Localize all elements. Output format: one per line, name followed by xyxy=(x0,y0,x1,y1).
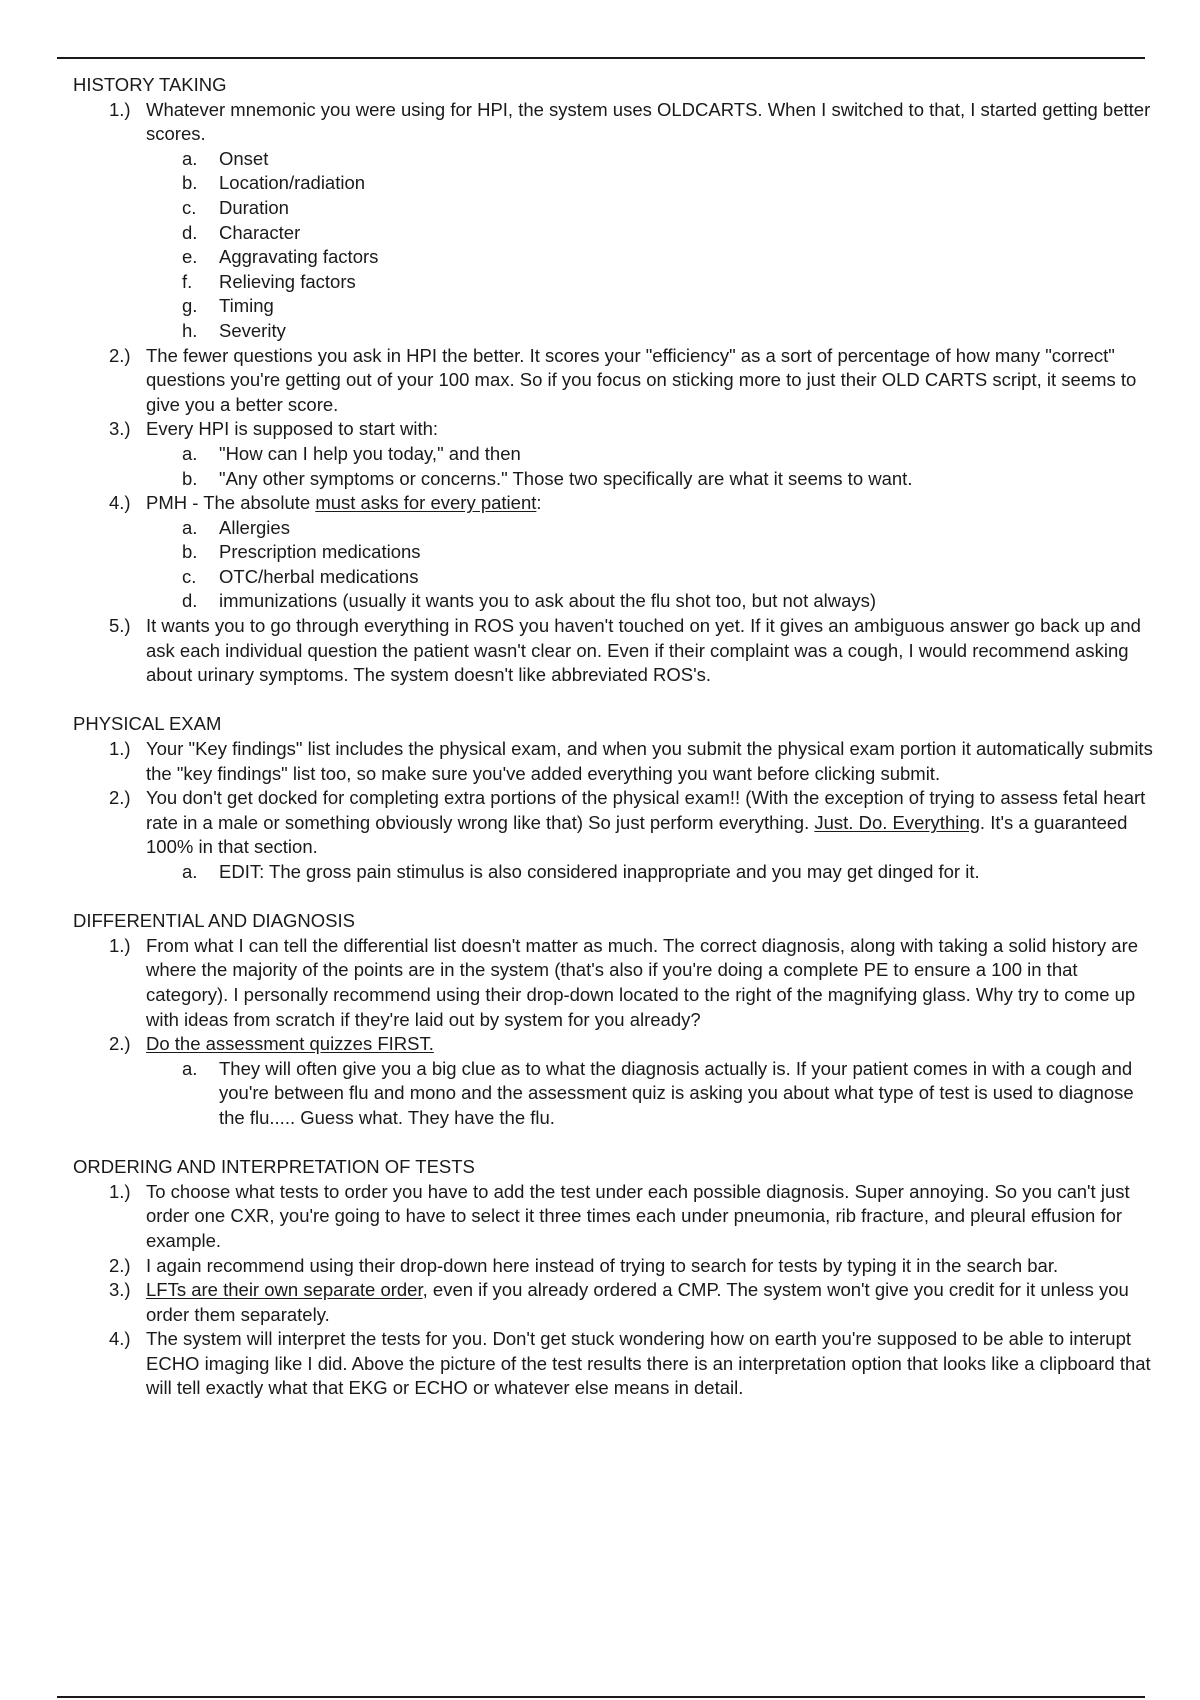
sub-letter: a. xyxy=(182,1057,198,1079)
section-ordering-tests xyxy=(73,1155,1163,1401)
sub-text: Timing xyxy=(219,295,274,317)
sub-text: Onset xyxy=(219,147,269,169)
list-item xyxy=(73,98,1163,147)
item-text: The fewer questions you ask in HPI the better. It scores your "efficiency" as a sort of percentage of how many "correct" questions you're getting out of your 100 max. So if you focus on sticking more to just their OLD CARTS script, it seems to give you a better score. xyxy=(146,344,1137,415)
sub-text: They will often give you a big clue as to what the diagnosis actually is. If your patient comes in with a cough and you're between flu and mono and the assessment quiz is asking you about what type of test is used to diagnose the flu..... Guess what. They have the flu. xyxy=(219,1057,1134,1128)
item-number: 5.) xyxy=(109,615,131,637)
section-heading: PHYSICAL EXAM xyxy=(73,713,222,735)
sub-letter: b. xyxy=(182,467,198,489)
list-item xyxy=(73,1180,1163,1254)
item-text: I again recommend using their drop-down here instead of trying to search for tests by typing it in the search bar. xyxy=(146,1254,1059,1276)
sub-item xyxy=(73,467,1163,492)
sub-item xyxy=(73,565,1163,590)
list-item xyxy=(73,934,1163,1032)
sub-text: OTC/herbal medications xyxy=(219,565,419,587)
sub-item xyxy=(73,589,1163,614)
sub-item xyxy=(73,221,1163,246)
item-number: 3.) xyxy=(109,1279,131,1301)
list-item xyxy=(73,491,1163,516)
item-text: The system will interpret the tests for you. Don't get stuck wondering how on earth you're supposed to be able to interupt ECHO imaging like I did. Above the picture of the test results there is an interpretation option that looks like a clipboard that will tell exactly what that EKG or ECHO or whatever else means in detail. xyxy=(146,1328,1151,1399)
sub-text: "Any other symptoms or concerns." Those two specifically are what it seems to want. xyxy=(219,467,913,489)
item-text-before: PMH - The absolute xyxy=(146,492,316,514)
sub-item xyxy=(73,319,1163,344)
item-text-before: You don't get docked for completing extra portions of the physical exam!! (With the exception of trying to assess fetal heart rate in a male or something obviously wrong like that) So just perform everything. xyxy=(146,787,1146,833)
list-item xyxy=(73,417,1163,442)
sub-text: Location/radiation xyxy=(219,172,366,194)
sub-item xyxy=(73,245,1163,270)
section-heading: ORDERING AND INTERPRETATION OF TESTS xyxy=(73,1156,475,1178)
underlined-text: LFTs are their own separate order xyxy=(146,1279,423,1301)
sub-letter: g. xyxy=(182,295,198,317)
item-number: 4.) xyxy=(109,1328,131,1350)
item-text: From what I can tell the differential list doesn't matter as much. The correct diagnosis, along with taking a solid history are where the majority of the points are in the system (that's also if you're doing a complete PE to ensure a 100 in that category). I personally recommend using their drop-down located to the right of the magnifying glass. Why try to come up with ideas from scratch if they're laid out by system for you already? xyxy=(146,934,1139,1030)
list-item xyxy=(73,1254,1163,1279)
sub-item xyxy=(73,270,1163,295)
sub-letter: d. xyxy=(182,590,198,612)
sub-item xyxy=(73,1057,1163,1131)
section-history-taking xyxy=(73,73,1163,688)
section-heading: HISTORY TAKING xyxy=(73,74,227,95)
sub-letter: a. xyxy=(182,442,198,464)
document-body xyxy=(73,73,1163,1426)
sub-letter: h. xyxy=(182,319,198,341)
item-number: 1.) xyxy=(109,738,131,760)
item-text-after: . It's a guaranteed 100% in that section. xyxy=(146,811,1128,858)
sub-text: Character xyxy=(219,221,301,243)
top-rule xyxy=(57,57,1145,59)
sub-letter: b. xyxy=(182,541,198,563)
item-number: 1.) xyxy=(109,1180,131,1202)
item-text: It wants you to go through everything in ROS you haven't touched on yet. If it gives an ambiguous answer go back up and ask each individual question the patient wasn't clear on. Even if their complaint was a cough, I would recommend asking about urinary symptoms. The system doesn't like abbreviated ROS's. xyxy=(146,615,1141,686)
sub-item xyxy=(73,516,1163,541)
list-item xyxy=(73,1032,1163,1057)
sub-letter: f. xyxy=(182,270,193,292)
item-number: 2.) xyxy=(109,787,131,809)
sub-text: Prescription medications xyxy=(219,541,421,563)
sub-letter: a. xyxy=(182,516,198,538)
item-text: Every HPI is supposed to start with: xyxy=(146,418,439,440)
sub-text: Aggravating factors xyxy=(219,246,379,268)
list-item xyxy=(73,344,1163,418)
sub-letter: a. xyxy=(182,147,198,169)
list-item xyxy=(73,1327,1163,1401)
sub-letter: d. xyxy=(182,221,198,243)
item-number: 1.) xyxy=(109,98,131,120)
sub-text: EDIT: The gross pain stimulus is also considered inappropriate and you may get dinged for it. xyxy=(219,861,980,882)
item-text: To choose what tests to order you have to add the test under each possible diagnosis. Super annoying. So you can't just order one CXR, you're going to have to select it three times each under pneumonia, rib fracture, and pleural effusion for example. xyxy=(146,1180,1130,1251)
section-differential-diagnosis xyxy=(73,909,1163,1130)
underlined-text: Just. Do. Everything xyxy=(814,811,980,833)
section-heading: DIFFERENTIAL AND DIAGNOSIS xyxy=(73,910,355,932)
list-item xyxy=(73,614,1163,688)
sub-letter: e. xyxy=(182,246,198,268)
item-number: 3.) xyxy=(109,418,131,440)
sub-text: Severity xyxy=(219,319,286,341)
underlined-text: must asks for every patient xyxy=(315,492,537,514)
sub-item xyxy=(73,196,1163,221)
section-physical-exam xyxy=(73,712,1163,884)
item-text: Your "Key findings" list includes the physical exam, and when you submit the physical exam portion it automatically submits the "key findings" list too, so make sure you've added everything you want before clicking submit. xyxy=(146,738,1153,784)
sub-item xyxy=(73,442,1163,467)
sub-text: "How can I help you today," and then xyxy=(219,442,521,464)
item-text-after: , even if you already ordered a CMP. The system won't give you credit for it unless you order them separately. xyxy=(146,1279,1129,1325)
item-number: 2.) xyxy=(109,1033,131,1055)
sub-text: Duration xyxy=(219,196,289,218)
sub-text: Allergies xyxy=(219,516,290,538)
item-number: 2.) xyxy=(109,1254,131,1276)
item-number: 2.) xyxy=(109,344,131,366)
sub-item xyxy=(73,860,1163,885)
bottom-rule xyxy=(57,1696,1145,1698)
item-number: 1.) xyxy=(109,934,131,956)
sub-letter: c. xyxy=(182,565,197,587)
sub-text: immunizations (usually it wants you to ask about the flu shot too, but not always) xyxy=(219,590,877,612)
list-item xyxy=(73,737,1163,786)
sub-letter: b. xyxy=(182,172,198,194)
sub-item xyxy=(73,147,1163,172)
sub-item xyxy=(73,171,1163,196)
sub-letter: c. xyxy=(182,196,197,218)
sub-letter: a. xyxy=(182,861,198,882)
list-item xyxy=(73,786,1163,860)
item-text: Whatever mnemonic you were using for HPI, the system uses OLDCARTS. When I switched to that, I started getting better scores. xyxy=(146,98,1151,145)
underlined-text: Do the assessment quizzes FIRST. xyxy=(146,1033,434,1055)
sub-item xyxy=(73,540,1163,565)
item-text-after: : xyxy=(536,492,542,514)
sub-text: Relieving factors xyxy=(219,270,356,292)
sub-item xyxy=(73,294,1163,319)
list-item xyxy=(73,1278,1163,1327)
item-number: 4.) xyxy=(109,492,131,514)
